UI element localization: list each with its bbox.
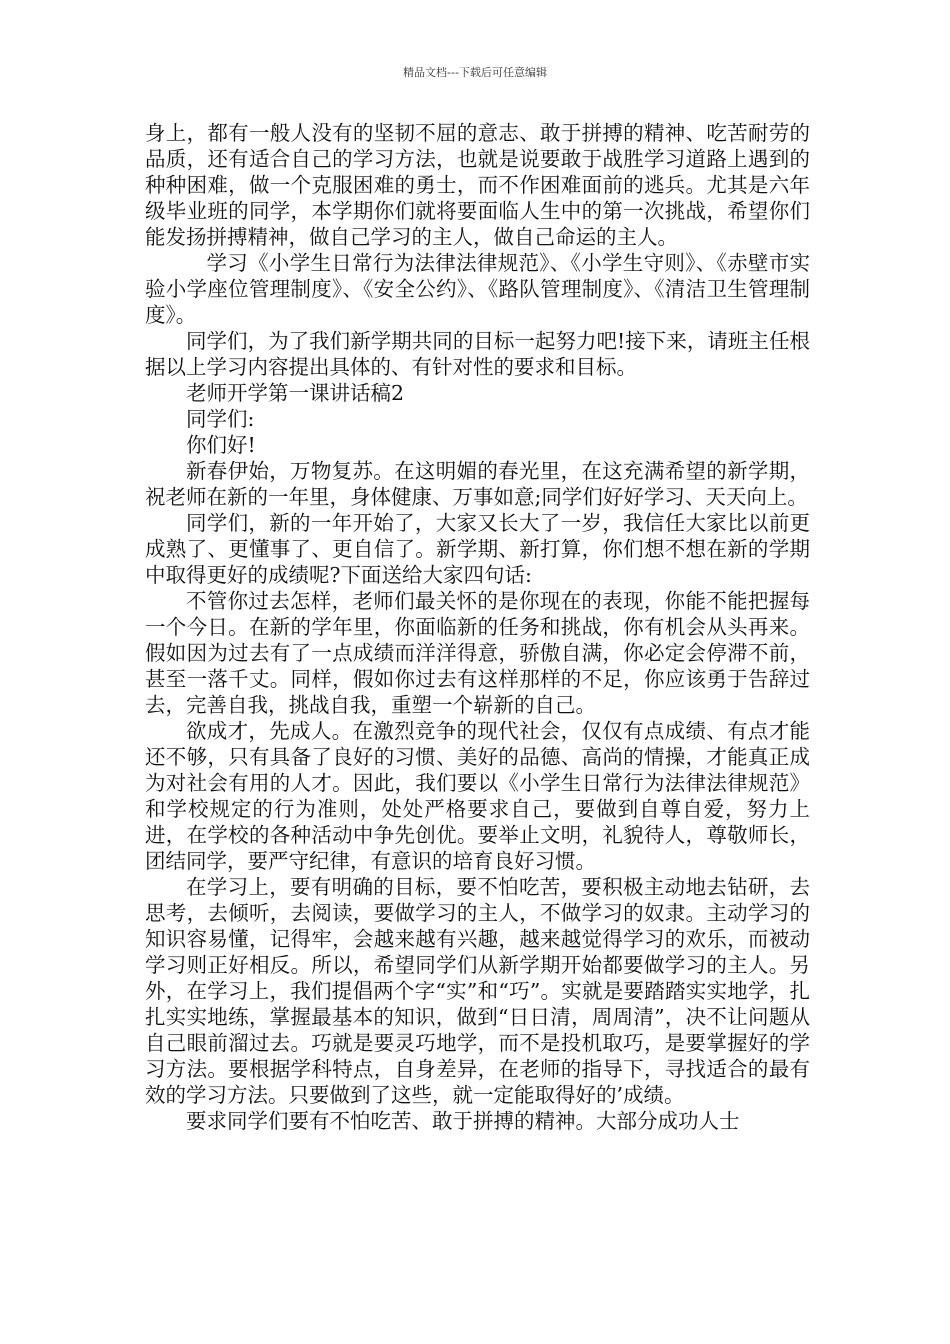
salutation: 同学们: — [186, 407, 255, 431]
page-header: 精品文档---下载后可任意编辑 — [403, 66, 547, 79]
document-body — [145, 120, 810, 1134]
paragraph-rules: 学习《小学生日常行为法律法律规范》、《小学生守则》、《赤壁市实验小学座位管理制度》、《安全公约》、《路队管理制度》、《清洁卫生管理制度》。 — [145, 251, 810, 327]
paragraph-continuation: 身上，都有一般人没有的坚韧不屈的意志、敢于拼搏的精神、吃苦耐劳的品质，还有适合自己的学习方法，也就是说要敢于战胜学习道路上遇到的种种困难，做一个克服困难的勇士，而不作困难面前的逃兵。尤其是六年级毕业班的同学，本学期你们就将要面临人生中的第一次挑战，希望你们能发扬拼搏精神，做自己学习的主人，做自己命运的主人。 — [145, 121, 810, 249]
speech-title: 老师开学第一课讲话稿2 — [186, 381, 405, 405]
paragraph-hardship: 要求同学们要有不怕吃苦、敢于拼搏的精神。大部分成功人士 — [186, 1109, 740, 1133]
paragraph-new-year: 同学们，新的一年开始了，大家又长大了一岁，我信任大家比以前更成熟了、更懂事了、更自信了。新学期、新打算，你们想不想在新的学期中取得更好的成绩呢?下面送给大家四句话: — [145, 511, 810, 587]
greeting: 你们好! — [186, 433, 256, 457]
paragraph-goal: 同学们，为了我们新学期共同的目标一起努力吧!接下来，请班主任根据以上学习内容提出具体的、有针对性的要求和目标。 — [145, 329, 810, 379]
paragraph-past: 不管你过去怎样，老师们最关怀的是你现在的表现，你能不能把握每一个今日。在新的学年里，你面临新的任务和挑战，你有机会从头再来。假如因为过去有了一点成绩而洋洋得意，骄傲自满，你必定会停滞不前，甚至一落千丈。同样，假如你过去有这样那样的不足，你应该勇于告辞过去，完善自我，挑战自我，重塑一个崭新的自己。 — [145, 589, 810, 717]
paragraph-study: 在学习上，要有明确的目标，要不怕吃苦，要积极主动地去钻研，去思考，去倾听，去阅读，要做学习的主人，不做学习的奴隶。主动学习的知识容易懂，记得牢，会越来越有兴趣，越来越觉得学习的欢乐，而被动学习则正好相反。所以，希望同学们从新学期开始都要做学习的主人。另外，在学习上，我们提倡两个字“实”和“巧”。实就是要踏踏实实地学，扎扎实实地练，掌握最基本的知识，做到“日日清，周周清”，决不让问题从自己眼前溜过去。巧就是要灵巧地学，而不是投机取巧，是要掌握好的学习方法。要根据学科特点，自身差异，在老师的指导下，寻找适合的最有效的学习方法。只要做到了这些，就一定能取得好的’成绩。 — [145, 875, 810, 1107]
paragraph-spring: 新春伊始，万物复苏。在这明媚的春光里，在这充满希望的新学期，祝老师在新的一年里，身体健康、万事如意;同学们好好学习、天天向上。 — [145, 459, 810, 509]
paragraph-character: 欲成才，先成人。在激烈竞争的现代社会，仅仅有点成绩、有点才能还不够，只有具备了良好的习惯、美好的品德、高尚的情操，才能真正成为对社会有用的人才。因此，我们要以《小学生日常行为法律法律规范》和学校规定的行为准则，处处严格要求自己，要做到自尊自爱，努力上进，在学校的各种活动中争先创优。要举止文明，礼貌待人，尊敬师长，团结同学，要严守纪律，有意识的培育良好习惯。 — [145, 719, 810, 873]
